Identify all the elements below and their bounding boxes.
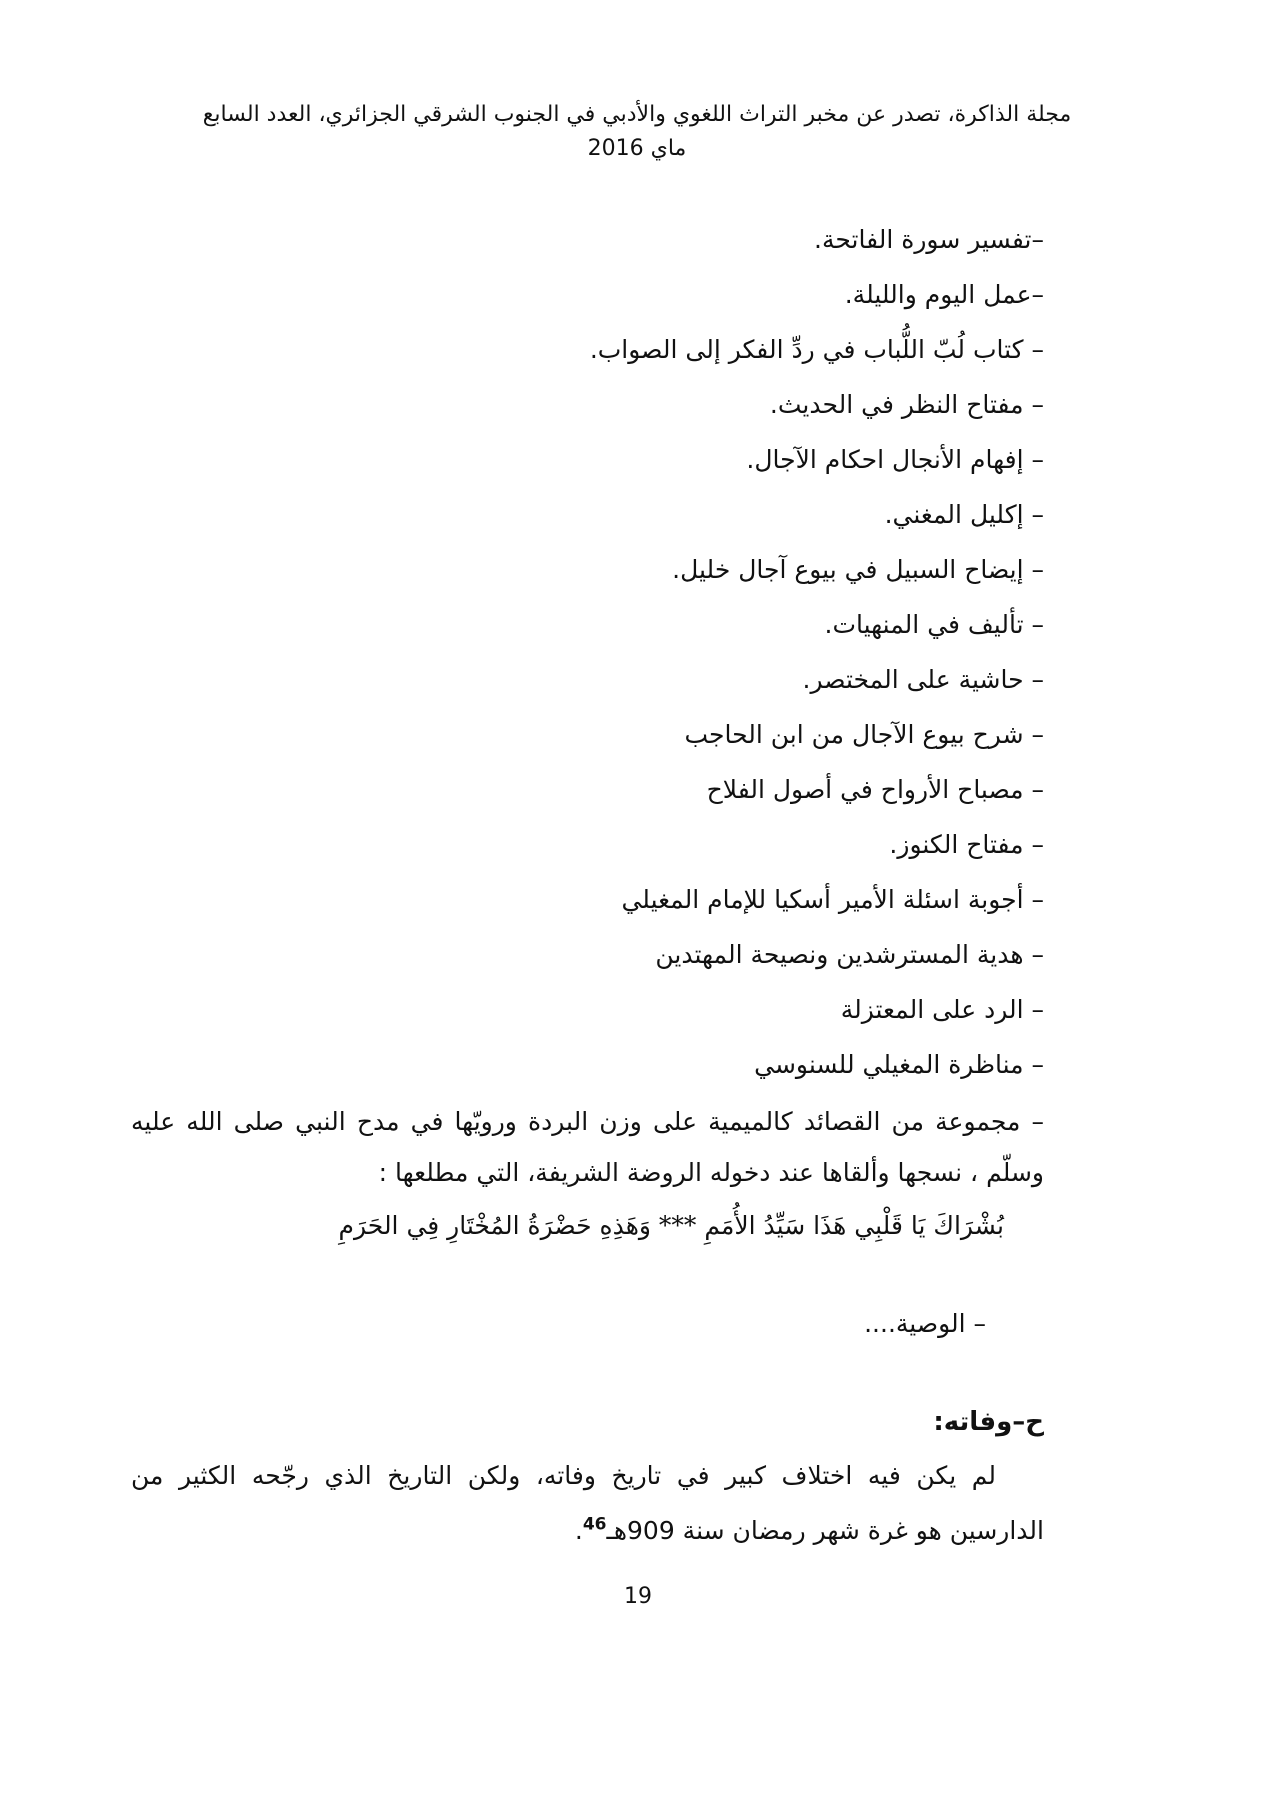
death-paragraph [131,1448,1044,1558]
journal-header-line-2: ماي 2016 [587,136,687,161]
list-item: – إفهام الأنجال احكام الآجال. [746,445,1044,474]
death-paragraph-text: لم يكن فيه اختلاف كبير في تاريخ وفاته، ولكن التاريخ الذي رجّحه الكثير من الدارسين هو غرة شهر رمضان سنة 909هـ [131,1461,1044,1545]
death-paragraph-end: . [574,1516,583,1545]
list-item: – أجوبة اسئلة الأمير أسكيا للإمام المغيلي [621,885,1044,914]
page-number: 19 [624,1584,652,1609]
list-item: – مفتاح الكنوز. [889,830,1044,859]
list-item: – هدية المسترشدين ونصيحة المهتدين [655,940,1044,969]
list-item: – تأليف في المنهيات. [824,610,1044,639]
list-item: – إيضاح السبيل في بيوع آجال خليل. [672,555,1044,584]
poems-list-item: – مجموعة من القصائد كالميمية على وزن البردة ورويّها في مدح النبي صلى الله عليه وسلّم ، نسجها وألقاها عند دخوله الروضة الشريفة، التي مطلعها : [131,1107,1044,1187]
poem-verse: بُشْرَاكَ يَا قَلْبِي هَذَا سَيِّدُ الأُمَمِ *** وَهَذِهِ حَضْرَةُ المُخْتَارِ فِي الحَرَمِ [338,1211,1004,1240]
works-list [132,212,1044,1092]
list-item: – كتاب لُبّ اللُّباب في ردِّ الفكر إلى الصواب. [589,335,1044,364]
list-item: – إكليل المغني. [884,500,1044,529]
list-item: –عمل اليوم والليلة. [844,280,1044,309]
journal-header [140,98,1134,166]
footnote-reference[interactable]: 46 [582,1514,607,1535]
will-list-item: – الوصية.... [864,1309,986,1338]
list-item: – مناظرة المغيلي للسنوسي [754,1050,1044,1079]
journal-header-line-1: مجلة الذاكرة، تصدر عن مخبر التراث اللغوي والأدبي في الجنوب الشرقي الجزائري، العدد السابع [202,102,1072,127]
list-item: – مصباح الأرواح في أصول الفلاح [706,775,1044,804]
list-item: – شرح بيوع الآجال من ابن الحاجب [684,720,1044,749]
section-heading-death: ح–وفاته: [933,1407,1044,1437]
list-item: – الرد على المعتزلة [840,995,1044,1024]
list-item: – حاشية على المختصر. [802,665,1044,694]
list-item: – مفتاح النظر في الحديث. [769,390,1044,419]
list-item: –تفسير سورة الفاتحة. [814,225,1044,254]
